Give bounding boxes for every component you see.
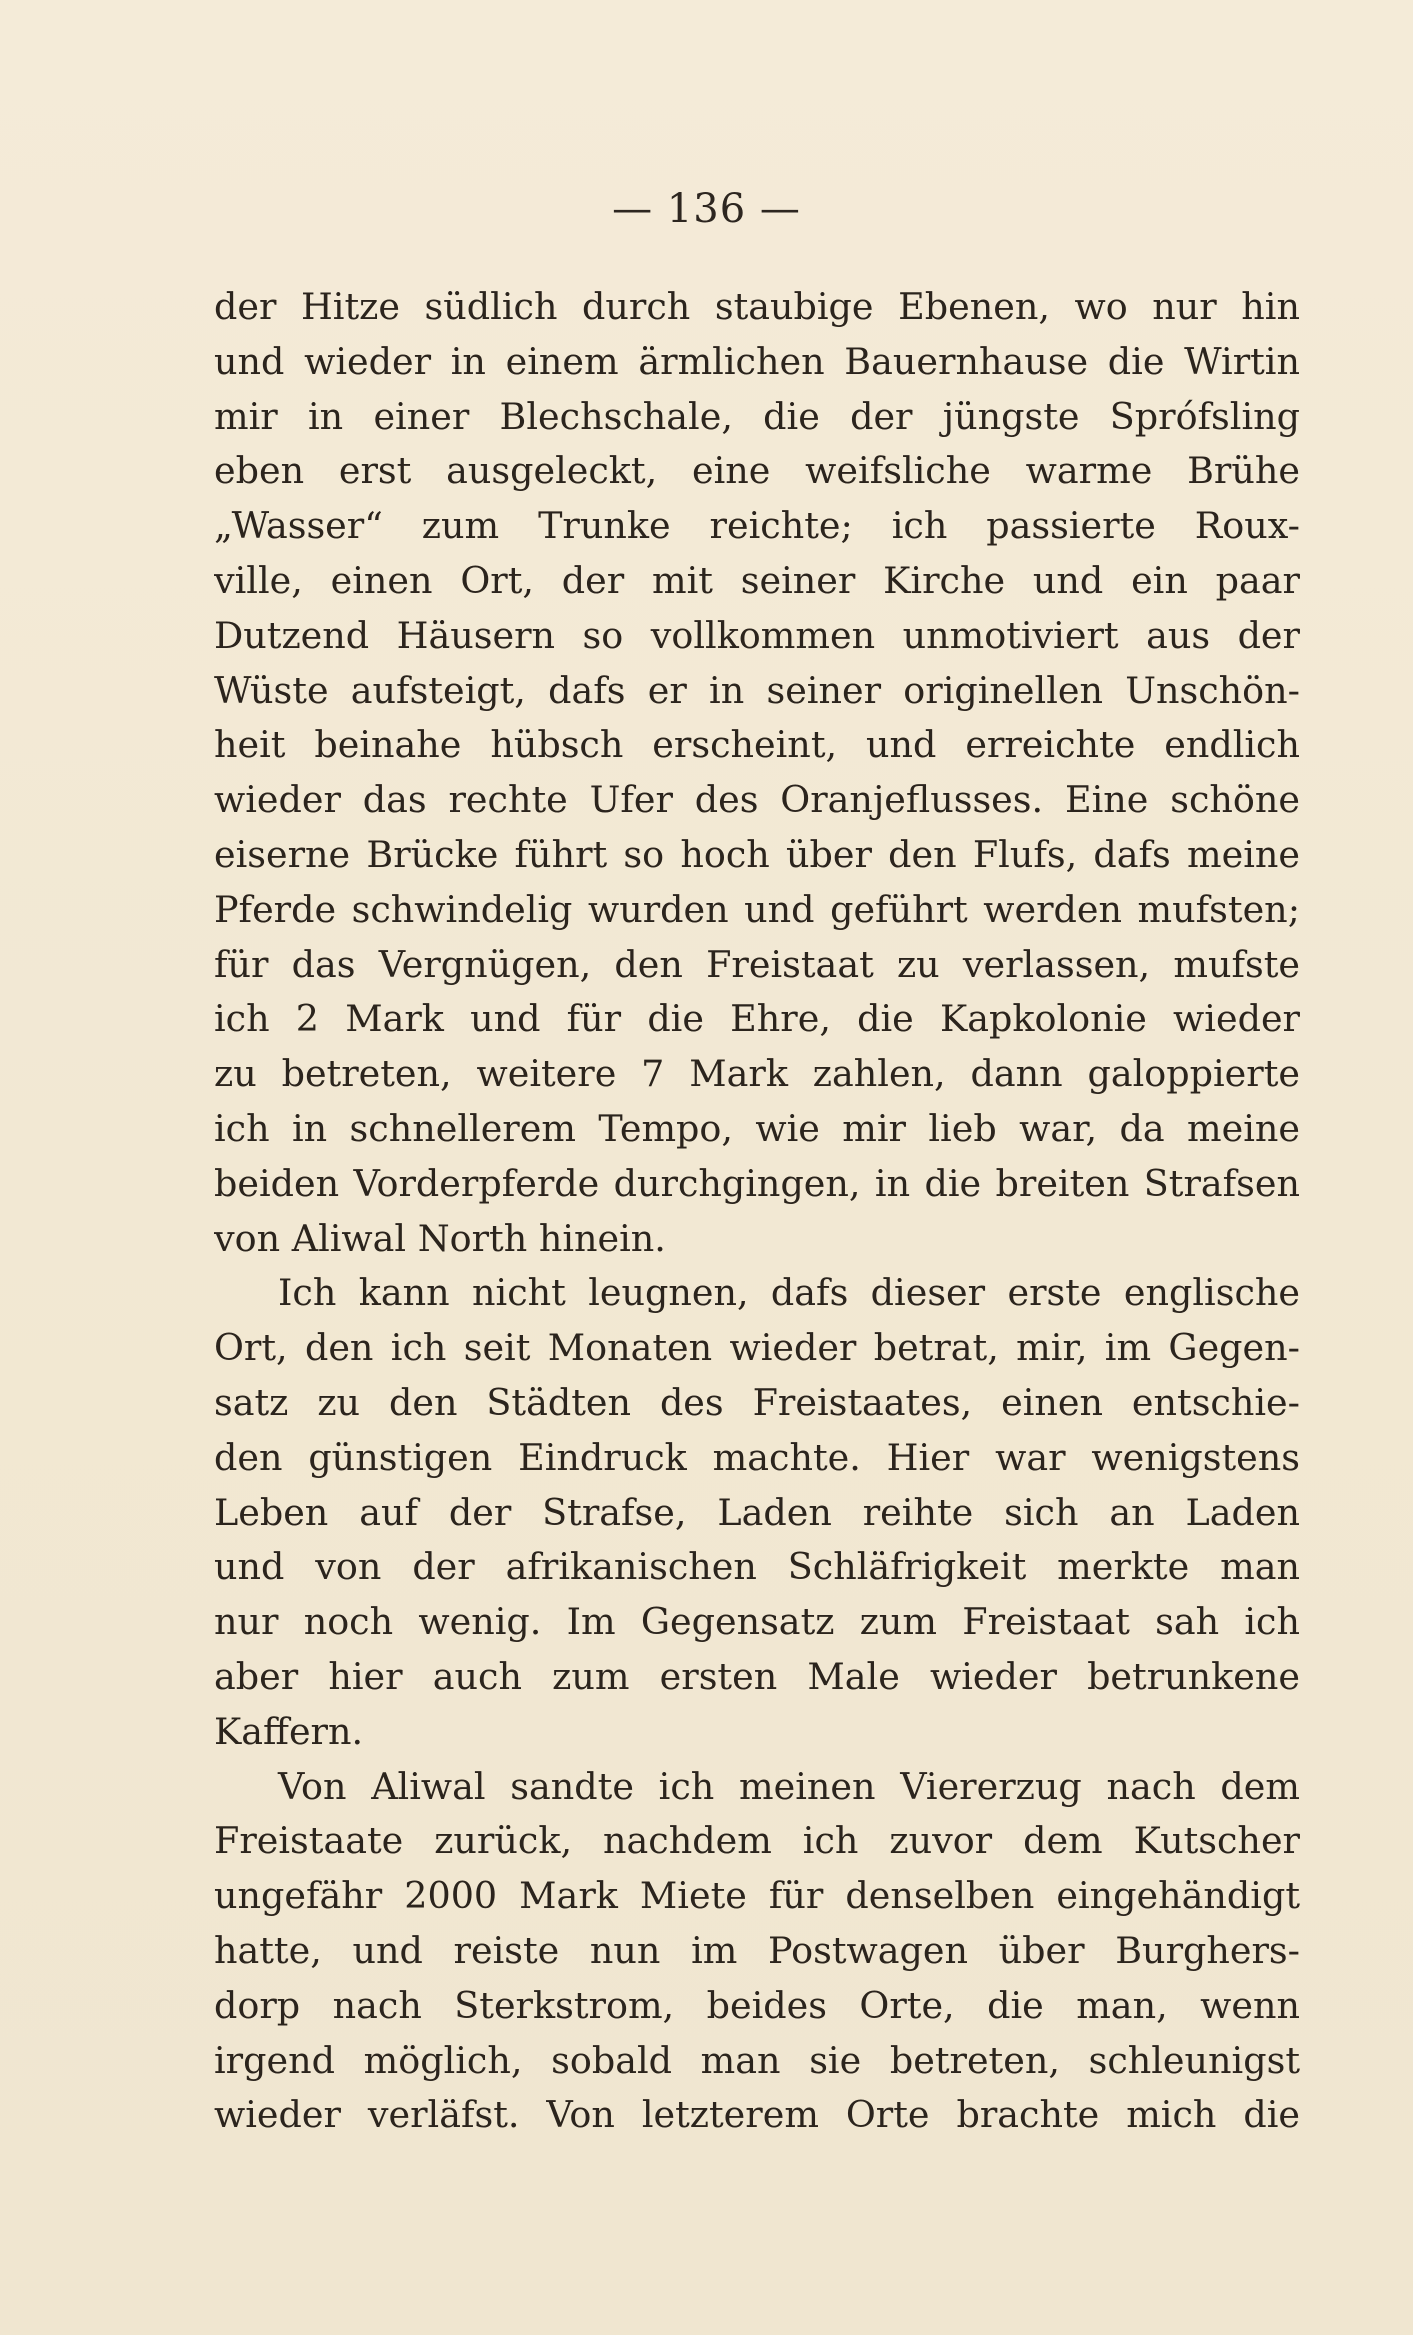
text-line: nur noch wenig. Im Gegensatz zum Freistaat sah ich bbox=[214, 1600, 1300, 1644]
text-line: heit beinahe hübsch erscheint, und erreichte endlich bbox=[214, 723, 1300, 767]
text-line: ungefähr 2000 Mark Miete für denselben eingehändigt bbox=[214, 1874, 1300, 1918]
text-line: zu betreten, weitere 7 Mark zahlen, dann galoppierte bbox=[214, 1052, 1300, 1096]
text-line: für das Vergnügen, den Freistaat zu verlassen, mufste bbox=[214, 942, 1300, 986]
text-line: beiden Vorderpferde durchgingen, in die breiten Strafsen bbox=[214, 1161, 1300, 1205]
text-line: ville, einen Ort, der mit seiner Kirche und ein paar bbox=[214, 558, 1300, 602]
text-line: den günstigen Eindruck machte. Hier war wenigstens bbox=[214, 1435, 1300, 1479]
text-line: irgend möglich, sobald man sie betreten, schleunigst bbox=[214, 2038, 1300, 2082]
text-line: hatte, und reiste nun im Postwagen über Burghers- bbox=[214, 1928, 1300, 1972]
text-line: und von der afrikanischen Schläfrigkeit merkte man bbox=[214, 1545, 1300, 1589]
text-line: Von Aliwal sandte ich meinen Viererzug nach dem bbox=[278, 1764, 1300, 1808]
text-line: und wieder in einem ärmlichen Bauernhause die Wirtin bbox=[214, 339, 1300, 383]
text-line: eiserne Brücke führt so hoch über den Flufs, dafs meine bbox=[214, 832, 1300, 876]
text-line: „Wasser“ zum Trunke reichte; ich passierte Roux- bbox=[214, 504, 1300, 548]
text-line: eben erst ausgeleckt, eine weifsliche warme Brühe bbox=[214, 449, 1300, 493]
text-line: ich in schnellerem Tempo, wie mir lieb war, da meine bbox=[214, 1106, 1300, 1150]
text-line: mir in einer Blechschale, die der jüngste Sprófsling bbox=[214, 394, 1300, 438]
text-line: wieder verläfst. Von letzterem Orte brachte mich die bbox=[214, 2093, 1300, 2137]
text-line: aber hier auch zum ersten Male wieder betrunkene bbox=[214, 1654, 1300, 1698]
text-line: Ort, den ich seit Monaten wieder betrat, mir, im Gegen- bbox=[214, 1326, 1300, 1370]
text-line: der Hitze südlich durch staubige Ebenen, wo nur hin bbox=[214, 285, 1300, 328]
text-line: Ich kann nicht leugnen, dafs dieser erste englische bbox=[278, 1271, 1300, 1315]
text-line: Freistaate zurück, nachdem ich zuvor dem Kutscher bbox=[214, 1819, 1300, 1863]
text-line: Kaffern. bbox=[214, 1709, 364, 1753]
text-line: dorp nach Sterkstrom, beides Orte, die man, wenn bbox=[214, 1983, 1300, 2027]
body-text bbox=[214, 280, 1300, 2143]
text-line: von Aliwal North hinein. bbox=[214, 1216, 666, 1260]
text-line: Dutzend Häusern so vollkommen unmotiviert aus der bbox=[214, 613, 1300, 657]
text-line: Leben auf der Strafse, Laden reihte sich an Laden bbox=[214, 1490, 1300, 1534]
text-line: Pferde schwindelig wurden und geführt werden mufsten; bbox=[214, 887, 1300, 931]
text-line: ich 2 Mark und für die Ehre, die Kapkolonie wieder bbox=[214, 997, 1300, 1041]
text-line: wieder das rechte Ufer des Oranjeflusses. Eine schöne bbox=[214, 778, 1300, 822]
page-number: — 136 — bbox=[612, 186, 801, 232]
text-line: Wüste aufsteigt, dafs er in seiner originellen Unschön- bbox=[214, 668, 1300, 712]
text-line: satz zu den Städten des Freistaates, einen entschie- bbox=[214, 1380, 1300, 1424]
